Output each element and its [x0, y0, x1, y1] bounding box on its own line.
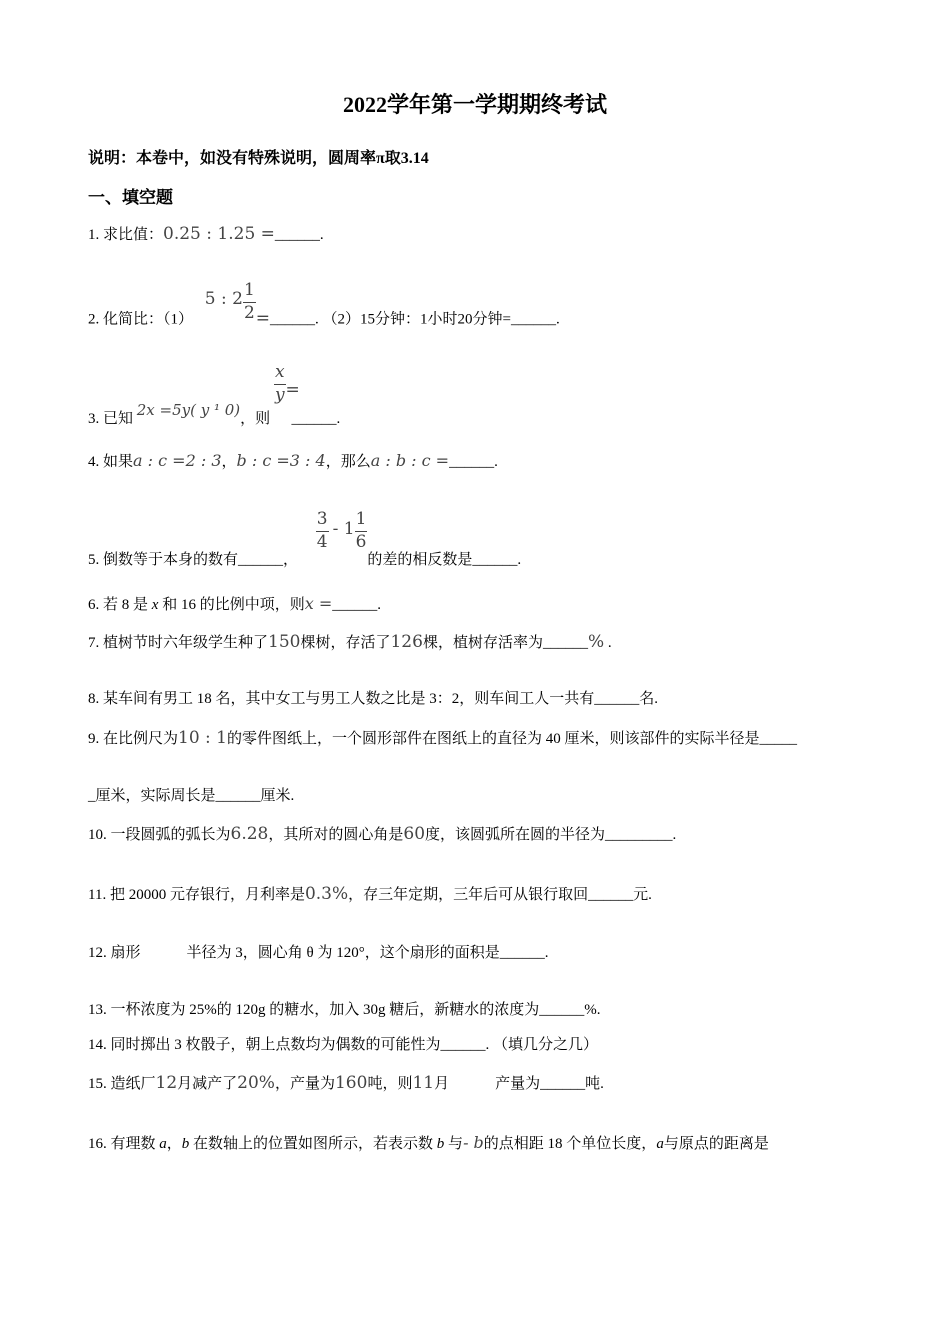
question-6: 6. 若 8 是 x 和 16 的比例中项，则x =______. [88, 594, 381, 613]
question-1: 1. 求比值：0.25 : 1.25 =______. [88, 224, 324, 244]
answer-blank: ______ [472, 552, 518, 569]
question-9: 9. 在比例尺为10 : 1的零件图纸上，一个圆形部件在图纸上的直径为 40 厘米，则该部件的实际半径是_____ [88, 728, 798, 748]
answer-blank: ______ [449, 454, 495, 470]
math-expression: 0.25 : 1.25 = [163, 224, 275, 244]
question-16: 16. 有理数 a，b 在数轴上的位置如图所示，若表示数 b 与- b的点相距 18 个单位长度，a与原点的距离是 [88, 1133, 769, 1152]
question-11: 11. 把 20000 元存银行，月利率是0.3%，存三年定期，三年后可从银行取回______元. [88, 884, 652, 904]
answer-blank: ______ [332, 597, 378, 613]
answer-blank: _____ [759, 731, 798, 747]
mixed-fraction: $\frac{1}{2}$ [243, 280, 255, 323]
math-expression: b : c =3 : 4 [236, 451, 326, 470]
math-expression: a : b : c = [370, 451, 450, 470]
answer-blank: ______ [594, 691, 640, 707]
math-expression: 5 : 2 [204, 288, 243, 309]
question-14: 14. 同时掷出 3 枚骰子，朝上点数均为偶数的可能性为______. （填几分之几） [88, 1037, 599, 1053]
question-15: 15. 造纸厂12月减产了20%，产量为160吨，则11月 产量为______吨. [88, 1073, 604, 1093]
page-title: 2022学年第一学期期终考试 [342, 92, 607, 117]
question-12: 12. 扇形 半径为 3，圆心角 θ 为 120°，这个扇形的面积是______. [88, 945, 549, 961]
question-2: 2. 化简比：（1） 5 : 2 $\frac{1}{2}$ =______. （2）15分钟：1小时20分钟=______. [88, 280, 560, 329]
question-4: 4. 如果a : c =2 : 3，b : c =3 : 4，那么a : b : c =______. [88, 451, 498, 470]
answer-blank: ______ [440, 1037, 486, 1053]
question-13: 13. 一杯浓度为 25%的 120g 的糖水，加入 30g 糖后，新糖水的浓度为______%. [88, 1002, 601, 1018]
math-expression: x = [304, 594, 333, 613]
answer-blank: ______ [238, 552, 284, 569]
question-5: 5. 倒数等于本身的数有______， $\frac{3}{4}$ - 1 $\frac{1}{6}$ 的差的相反数是______. [88, 509, 522, 569]
fraction-x-over-y: $\frac{x}{y}$ [274, 362, 285, 405]
answer-blank: _________ [605, 827, 673, 843]
answer-blank: ______ [499, 945, 545, 961]
answer-blank: ______ [588, 887, 634, 903]
section-heading: 一、填空题 [88, 188, 173, 207]
fraction-three-quarters: $\frac{3}{4}$ [316, 509, 328, 552]
answer-blank: ______ [215, 788, 261, 804]
math-expression: 2x =5y [136, 401, 191, 420]
fraction-one-sixth: $\frac{1}{6}$ [355, 509, 367, 552]
question-8: 8. 某车间有男工 18 名，其中女工与男工人数之比是 3：2，则车间工人一共有______名. [88, 691, 659, 707]
exam-note: 说明：本卷中，如没有特殊说明，圆周率π取3.14 [88, 150, 429, 167]
answer-blank: ______ [291, 411, 337, 428]
answer-blank: ______ [510, 311, 556, 328]
question-3: 3. 已知 2x =5y( y ¹ 0)，则 $\frac{x}{y}$ = ______. [88, 362, 341, 428]
answer-blank: ______ [274, 227, 320, 243]
question-9-continued: _厘米，实际周长是______厘米. [88, 788, 295, 804]
question-7: 7. 植树节时六年级学生种了150棵树，存活了126棵，植树存活率为______% . [88, 632, 612, 652]
answer-blank: ______ [270, 311, 316, 328]
answer-blank: ______ [540, 1076, 586, 1092]
math-expression: a : c =2 : 3 [133, 451, 222, 470]
answer-blank: ______ [542, 635, 588, 651]
question-10: 10. 一段圆弧的弧长为6.28，其所对的圆心角是60度，该圆弧所在圆的半径为_________. [88, 824, 677, 844]
answer-blank: ______ [539, 1002, 585, 1018]
